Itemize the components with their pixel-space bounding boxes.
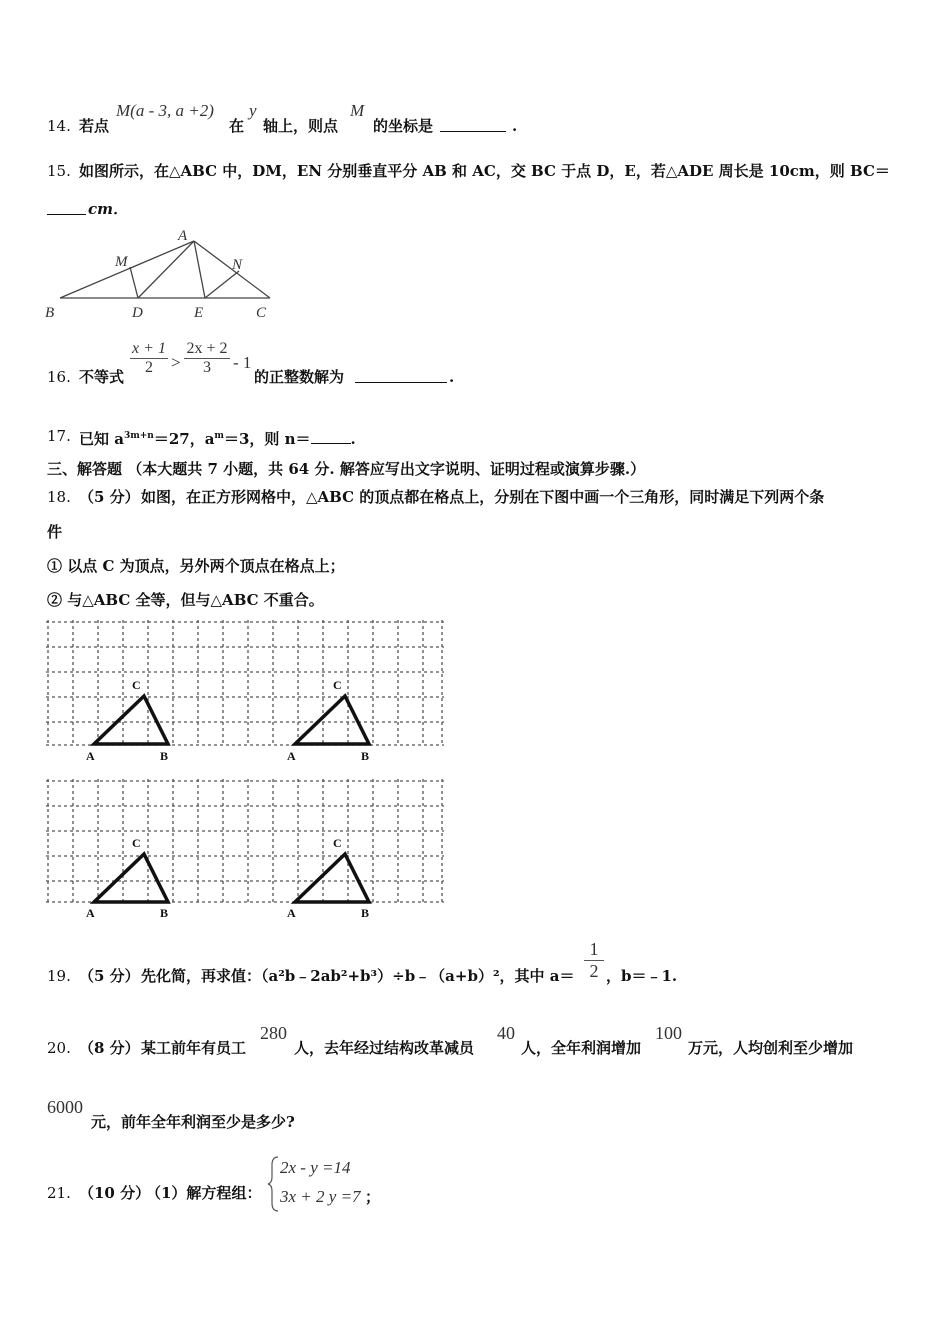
segment-ne [205, 271, 239, 298]
segment-ae [194, 241, 205, 298]
triangle-abc-1 [94, 696, 168, 744]
q18-score: （5 分） [79, 488, 140, 506]
q18-number: 18. [47, 488, 71, 506]
grid1-label-c: C [132, 678, 141, 692]
q16-fraction-1 [130, 340, 168, 377]
q14-answer-blank[interactable] [440, 116, 506, 132]
q14-text-3: 轴上，则点 [263, 117, 339, 135]
q14-number: 14. [47, 117, 71, 135]
grid4-label-c: C [333, 836, 342, 850]
q18-condition-1: ① 以点 C 为顶点，另外两个顶点在格点上； [47, 557, 345, 575]
q15-text: 如图所示，在△ABC 中，DM，EN 分别垂直平分 AB 和 AC，交 BC 于点 D，E，若△ADE 周长是 10cm，则 BC＝ [79, 162, 890, 180]
grid3-label-a: A [86, 906, 95, 920]
q20-text-2: 人，去年经过结构改革减员 [294, 1039, 475, 1057]
grid2-label-a: A [287, 749, 296, 763]
q16-number: 16. [47, 368, 71, 386]
q21-equation-2: 3x + 2 y =7 [280, 1187, 361, 1206]
q16-greater-than: > [171, 353, 181, 372]
q20-text-3: 人，全年利润增加 [521, 1039, 642, 1057]
q16-fraction-2-numerator: 2x + 2 [186, 340, 228, 357]
q16-fraction-2-denominator: 3 [184, 358, 230, 377]
q20-number-6000: 6000 [47, 1097, 83, 1117]
q20-number-280: 280 [260, 1023, 287, 1043]
grid2-label-b: B [361, 749, 370, 763]
q21-score: （10 分） [79, 1184, 151, 1202]
q21-left-brace [266, 1155, 280, 1213]
triangle-abc-4 [295, 854, 369, 902]
label-n: N [232, 257, 243, 273]
section-3-heading: 三、解答题 （本大题共 7 小题，共 64 分. 解答应写出文字说明、证明过程或演算步骤.） [47, 460, 646, 478]
q21-equation-1: 2x - y =14 [280, 1158, 351, 1177]
q19-number: 19. [47, 967, 71, 985]
q21-number: 21. [47, 1184, 71, 1202]
q14-point-expression: M(a - 3, a +2) [116, 101, 214, 120]
q14-y-variable: y [249, 101, 257, 120]
q17-text [79, 426, 356, 449]
label-b: B [45, 305, 55, 321]
q16-fraction-2 [184, 340, 230, 377]
grid1-label-b: B [160, 749, 169, 763]
grid3-label-b: B [160, 906, 169, 920]
q16-minus-one: - 1 [233, 353, 252, 372]
q14-period: . [512, 117, 518, 135]
label-d: D [132, 305, 143, 321]
q20-text-5: 元，前年全年利润至少是多少? [91, 1113, 295, 1131]
q15-answer-blank[interactable] [47, 199, 86, 215]
grid4-label-a: A [287, 906, 296, 920]
q14-text-1: 若点 [79, 117, 110, 135]
grid2-label-c: C [333, 678, 342, 692]
q15-triangle-figure [40, 226, 290, 326]
label-a: A [178, 228, 188, 244]
q20-number: 20. [47, 1039, 71, 1057]
segment-ad [138, 241, 194, 298]
q17-answer-blank[interactable] [311, 429, 351, 444]
q19-fraction-denominator: 2 [584, 960, 604, 982]
triangle-abc-3 [94, 854, 168, 902]
q16-text-1: 不等式 [79, 368, 125, 386]
q19-fraction-numerator: 1 [589, 939, 599, 959]
q20-number-40: 40 [497, 1023, 515, 1043]
q16-fraction-1-numerator: x + 1 [132, 340, 166, 357]
q17-period: . [350, 430, 356, 448]
q21-text-1: （1）解方程组： [146, 1184, 262, 1202]
triangle-abc-2 [295, 696, 369, 744]
q19-text-1: 先化简，再求值：（a²b﹣2ab²+b³）÷b﹣（a+b）²，其中 a＝ [141, 967, 575, 985]
grid1-label-a: A [86, 749, 95, 763]
q19-fraction [584, 939, 604, 982]
q17-text-2: ＝27，a [153, 430, 215, 448]
q18-condition-2: ② 与△ABC 全等，但与△ABC 不重合。 [47, 591, 324, 609]
q14-text-4: 的坐标是 [373, 117, 434, 135]
q17-exponent-2: m [214, 431, 224, 441]
label-c: C [256, 305, 267, 321]
grid4-label-b: B [361, 906, 370, 920]
q16-fraction-1-denominator: 2 [130, 358, 168, 377]
q20-text-1: 某工前年有员工 [141, 1039, 247, 1057]
segment-md [130, 267, 138, 298]
q18-text-line1: 如图，在正方形网格中，△ABC 的顶点都在格点上，分别在下图中画一个三角形，同时满足下列两个条 [141, 488, 825, 506]
q15-number: 15. [47, 162, 71, 180]
q20-text-4: 万元，人均创利至少增加 [688, 1039, 854, 1057]
q17-text-3: ＝3，则 n＝ [223, 430, 311, 448]
q17-number: 17. [47, 427, 71, 445]
q20-number-100: 100 [655, 1023, 682, 1043]
q19-text-2: ，b＝﹣1. [606, 967, 678, 985]
grid3-label-c: C [132, 836, 141, 850]
q18-text-line2: 件 [47, 523, 63, 541]
q18-grid-bottom [44, 777, 446, 923]
label-m: M [115, 254, 128, 270]
q18-grid-top [44, 618, 446, 764]
q19-score: （5 分） [79, 967, 140, 985]
q14-text-2: 在 [229, 117, 245, 135]
q16-period: . [449, 368, 455, 386]
q16-text-2: 的正整数解为 [254, 368, 345, 386]
q15-unit: cm． [88, 200, 129, 218]
label-e: E [194, 305, 204, 321]
q16-answer-blank[interactable] [355, 367, 447, 383]
q14-m-variable: M [350, 101, 365, 120]
q17-text-1: 已知 a [79, 430, 124, 448]
q20-score: （8 分） [79, 1039, 140, 1057]
q21-semicolon: ； [365, 1188, 381, 1206]
q17-exponent-1: 3m+n [123, 431, 154, 441]
